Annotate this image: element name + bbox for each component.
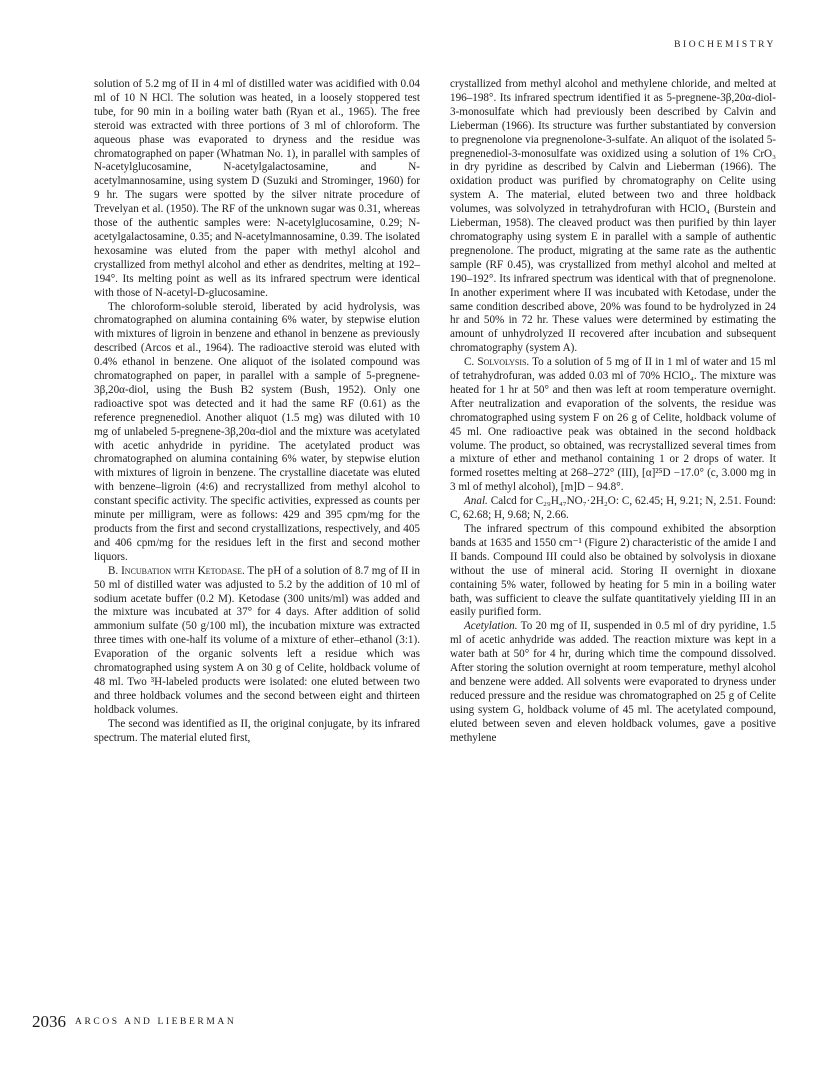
section-heading: C. Solvolysis. (464, 356, 530, 369)
running-footer: ARCOS AND LIEBERMAN (75, 1017, 237, 1027)
paragraph (450, 495, 776, 523)
run-in-heading: Acetylation. (464, 620, 518, 633)
paragraph-text: Calcd for C₂₉H₄₇NO₇·2H₂O: C, 62.45; H, 9.21; N, 2.51. Found: C, 62.68; H, 9.68; N, 2.66. (450, 495, 776, 522)
right-column (450, 78, 776, 746)
paragraph (94, 565, 420, 718)
paragraph (450, 356, 776, 495)
paragraph: The infrared spectrum of this compound exhibited the absorption bands at 1635 and 1550 cm⁻¹ (Figure 2) characteristic of the amide I and II bands. Compound III could also be obtained by solvolysis in dioxane without the use of mineral acid. Storing II overnight in dioxane containing 5% water, followed by heating for 5 min in a boiling water bath, was sufficient to cleave the sulfate quantitatively yielding III in an easily purified form. (450, 523, 776, 619)
paragraph: crystallized from methyl alcohol and methylene chloride, and melted at 196–198°. Its infrared spectrum identified it as 5-pregnene-3β,20α-diol-3-monosulfate which had previously been described by Calvin and Lieberman (1966). Its structure was further substantiated by conversion to pregnenolone via pregnenolone-3-sulfate. An aliquot of the isolated 5-pregnenediol-3-monosulfate was oxidized using a solution of 1% CrO₃ in dry pyridine as described by Calvin and Lieberman (1966). The oxidation product was purified by chromatography on Celite using system A. The material, eluted between two and three holdback volumes, was solvolyzed in tetrahydrofuran with HClO₄ (Burstein and Lieberman, 1958). The cleaved product was then purified by thin layer chromatography using system E in parallel with a sample of authentic pregnenolone. The product, migrating at the same rate as the authentic sample (RF 0.45), was crystallized from methyl alcohol and melted at 190–192°. Its infrared spectrum was identical with that of pregnenolone. In another experiment where II was incubated with Ketodase, under the same condition described above, 20% was found to be hydrolyzed in 24 hr and 50% in 72 hr. These values were determined by estimating the amount of unhydrolyzed II recovered after incubation and subsequent chromatography (system A). (450, 78, 776, 355)
paragraph: solution of 5.2 mg of II in 4 ml of distilled water was acidified with 0.04 ml of 10 N HCl. The solution was heated, in a loosely stoppered test tube, for 90 min in a boiling water bath (Ryan et al., 1965). The free steroid was extracted with three portions of 3 ml of chloroform. The aqueous phase was evaporated to dryness and the residue was chromatographed on paper (Whatman No. 1), in parallel with samples of N-acetylglucosamine, N-acetylgalactosamine, and N-acetylmannosamine, using system D (Suzuki and Strominger, 1960) for 9 hr. The sugars were spotted by the silver nitrate procedure of Trevelyan et al. (1950). The RF of the unknown sugar was 0.31, whereas those of the authentic samples were: N-acetylglucosamine, 0.29; N-acetylgalactosamine, 0.35; and N-acetylmannosamine, 0.39. The isolated hexosamine was eluted from the paper with methyl alcohol and crystallized from methyl alcohol and ether as dendrites, melting at 192–194°. Its melting point as well as its infrared spectrum were identical with those of N-acetyl-D-glucosamine. (94, 78, 420, 299)
paragraph (450, 620, 776, 745)
paragraph: The chloroform-soluble steroid, liberated by acid hydrolysis, was chromatographed on alumina containing 6% water, by stepwise elution with mixtures of ligroin in benzene and ethanol in benzene as previously described (Arcos et al., 1964). The radioactive steroid was eluted with 0.4% ethanol in benzene. One aliquot of the isolated compound was chromatographed on paper, in parallel with a sample of 5-pregnene-3β,20α-diol, using the Bush B2 system (Bush, 1952). Only one radioactive spot was detected and it had the same RF (0.61) as the reference pregnenediol. Another aliquot (1.5 mg) was diluted with 10 mg of unlabeled 5-pregnene-3β,20α-diol and the mixture was acetylated with acetic anhydride in pyridine. The acetylated product was chromatographed on alumina containing 6% water, by stepwise elution with mixtures of ligroin in benzene. The crystalline diacetate was eluted with benzene–ligroin (4:6) and recrystallized from methyl alcohol to constant specific activity. The specific activities, expressed as counts per minute per milligram, were as follows: 429 and 395 cpm/mg for the products from the first and second crystallizations, respectively, and 405 and 406 cpm/mg for the residues left in the first and second mother liquors. (94, 300, 420, 563)
paragraph-text: The pH of a solution of 8.7 mg of II in 50 ml of distilled water was adjusted to 5.2 by the addition of 10 ml of sodium acetate buffer (0.2 M). Ketodase (300 units/ml) was added and the mixture was incubated at 37° for 4 days. After addition of solid ammonium sulfate (50 g/100 ml), the incubation mixture was extracted three times with one-half its volume of a mixture of ether–ethanol (3:1). Evaporation of the organic solvents left a residue which was chromatographed using system A on 30 g of Celite, holdback volume of 48 ml. Two ³H-labeled products were isolated: one eluted between two and three holdback volumes and the second between eight and thirteen holdback volumes. (94, 564, 420, 716)
left-column (94, 78, 420, 746)
paragraph-text: To a solution of 5 mg of II in 1 ml of water and 15 ml of tetrahydrofuran, was added 0.03 ml of 70% HClO₄. The mixture was heated for 1 hr at 50° and then was left at room temperature overnight. After neutralization and evaporation of the solvents, the residue was chromatographed using system F on 26 g of Celite, holdback volume of 45 ml. One radioactive peak was obtained in the second holdback volume. The product, so obtained, was recrystallized several times from a mixture of ether and methanol containing 1 or 2 drops of water. It formed rosettes melting at 268–272° (III), [α]²⁵D −17.0° (c, 3.000 mg in 3 ml of methyl alcohol), [m]D − 94.8°. (450, 356, 776, 494)
running-header: BIOCHEMISTRY (674, 40, 776, 50)
section-heading: B. Incubation with Ketodase. (108, 564, 245, 577)
paragraph: The second was identified as II, the original conjugate, by its infrared spectrum. The material eluted first, (94, 717, 420, 744)
page-number: 2036 (32, 1012, 66, 1031)
run-in-heading: Anal. (464, 495, 488, 508)
paragraph-text: To 20 mg of II, suspended in 0.5 ml of dry pyridine, 1.5 ml of acetic anhydride was added. The reaction mixture was kept in a water bath at 50° for 4 hr, during which time the compound dissolved. After storing the solution overnight at room temperature, methyl alcohol and benzene were added. All solvents were evaporated to dryness under reduced pressure and the residue was chromatographed on 25 g of Celite using system G, holdback volume of 45 ml. The acetylated compound, eluted between seven and eleven holdback volumes, gave a positive methylene (450, 620, 776, 744)
